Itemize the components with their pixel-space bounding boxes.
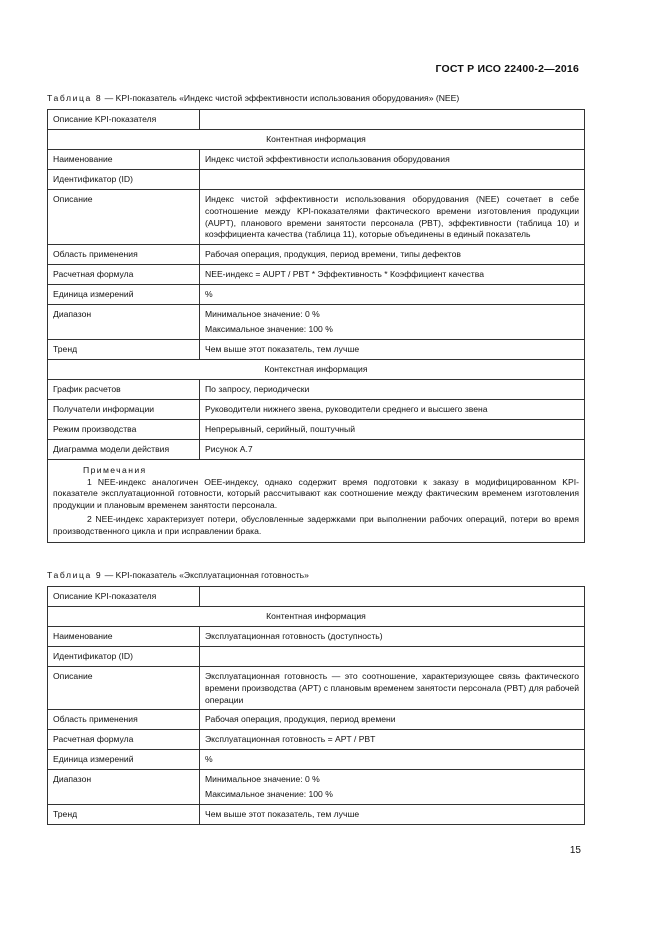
table-row [48,339,585,359]
table-9-caption-title: — KPI-показатель «Эксплуатационная готовность» [102,570,309,580]
row-label: Получатели информации [48,399,200,419]
range-max: Максимальное значение: 100 % [205,789,333,800]
row-label: Единица измерений [48,750,200,770]
row-value [200,587,585,607]
range-min: Минимальное значение: 0 % [205,774,320,785]
table-row [48,647,585,667]
row-label: График расчетов [48,379,200,399]
table-row [48,439,585,459]
row-label: Наименование [48,627,200,647]
table-9-caption-number: Таблица 9 [47,570,103,580]
table-row [48,627,585,647]
table-8-caption-title: — KPI-показатель «Индекс чистой эффективности использования оборудования» (NEE) [102,93,460,103]
notes-row [48,459,585,542]
table-row [48,190,585,245]
table-row [48,170,585,190]
section-row [48,130,585,150]
table-8-caption [47,93,459,103]
table-8-caption-number: Таблица 8 [47,93,103,103]
row-value [200,770,585,805]
page-number: 15 [569,845,581,856]
row-value: Чем выше этот показатель, тем лучше [200,339,585,359]
section-title: Контентная информация [48,607,585,627]
row-label: Описание KPI-показателя [48,587,200,607]
table-row [48,379,585,399]
table-row [48,305,585,340]
row-label: Диаграмма модели действия [48,439,200,459]
section-row [48,607,585,627]
row-label: Идентификатор (ID) [48,647,200,667]
row-value: Руководители нижнего звена, руководители среднего и высшего звена [200,399,585,419]
table-9-caption [47,570,309,580]
row-value: Эксплуатационная готовность — это соотношение, характеризующее связь фактического времени производства (APT) с плановым временем занятости персонала (PBT) для рабочей операции [200,667,585,710]
row-label: Наименование [48,150,200,170]
row-value: Рисунок А.7 [200,439,585,459]
row-value: % [200,750,585,770]
document-code: ГОСТ Р ИСО 22400-2—2016 [435,63,579,75]
row-value: Чем выше этот показатель, тем лучше [200,804,585,824]
table-row [48,587,585,607]
row-label: Описание [48,667,200,710]
row-value [200,110,585,130]
row-value [200,170,585,190]
note-item: 1 NEE-индекс аналогичен OEE-индексу, однако содержит время подготовки к заказу в модифицированном KPI-показателе эксплуатационной готовности, который рассчитывают как соотношение между фактическим временем изготовления продукции и плановым временем занятости персонала. [53,476,579,511]
section-title: Контекстная информация [48,359,585,379]
table-row [48,110,585,130]
row-value: % [200,285,585,305]
table-row [48,804,585,824]
notes-cell [48,459,585,542]
table-8 [47,109,585,543]
note-item: 2 NEE-индекс характеризует потери, обусловленные задержками при выполнении рабочих операций, потери во время производственного цикла и при исправлении брака. [53,513,579,536]
row-value: Рабочая операция, продукция, период времени [200,710,585,730]
row-value: Эксплуатационная готовность = APT / PBT [200,730,585,750]
table-9 [47,586,585,825]
row-label: Тренд [48,804,200,824]
row-label: Единица измерений [48,285,200,305]
table-row [48,245,585,265]
range-min: Минимальное значение: 0 % [205,309,320,320]
table-row [48,265,585,285]
row-value: Непрерывный, серийный, поштучный [200,419,585,439]
notes-title: Примечания [83,464,147,475]
row-value: NEE-индекс = AUPT / PBT * Эффективность * Коэффициент качества [200,265,585,285]
row-value [200,647,585,667]
table-row [48,710,585,730]
row-value: Индекс чистой эффективности использования оборудования (NEE) сочетает в себе соотношение между KPI-показателями фактического времени изготовления продукции (AUPT), планового времени занятости персонала (PBT), эффективности (таблица 10) и коэффициента качества (таблица 11), которые объединены в единый показатель [200,190,585,245]
row-label: Описание [48,190,200,245]
row-value: Индекс чистой эффективности использования оборудования [200,150,585,170]
section-title: Контентная информация [48,130,585,150]
row-value: Эксплуатационная готовность (доступность) [200,627,585,647]
table-row [48,750,585,770]
row-label: Идентификатор (ID) [48,170,200,190]
section-row [48,359,585,379]
table-row [48,399,585,419]
range-max: Максимальное значение: 100 % [205,323,333,334]
row-label: Тренд [48,339,200,359]
row-value: Рабочая операция, продукция, период времени, типы дефектов [200,245,585,265]
row-value [200,305,585,340]
table-row [48,730,585,750]
row-label: Диапазон [48,770,200,805]
row-label: Расчетная формула [48,730,200,750]
row-label: Область применения [48,710,200,730]
row-label: Диапазон [48,305,200,340]
row-label: Режим производства [48,419,200,439]
row-value: По запросу, периодически [200,379,585,399]
table-row [48,667,585,710]
row-label: Область применения [48,245,200,265]
row-label: Расчетная формула [48,265,200,285]
row-label: Описание KPI-показателя [48,110,200,130]
table-row [48,150,585,170]
table-row [48,285,585,305]
table-row [48,419,585,439]
table-row [48,770,585,805]
